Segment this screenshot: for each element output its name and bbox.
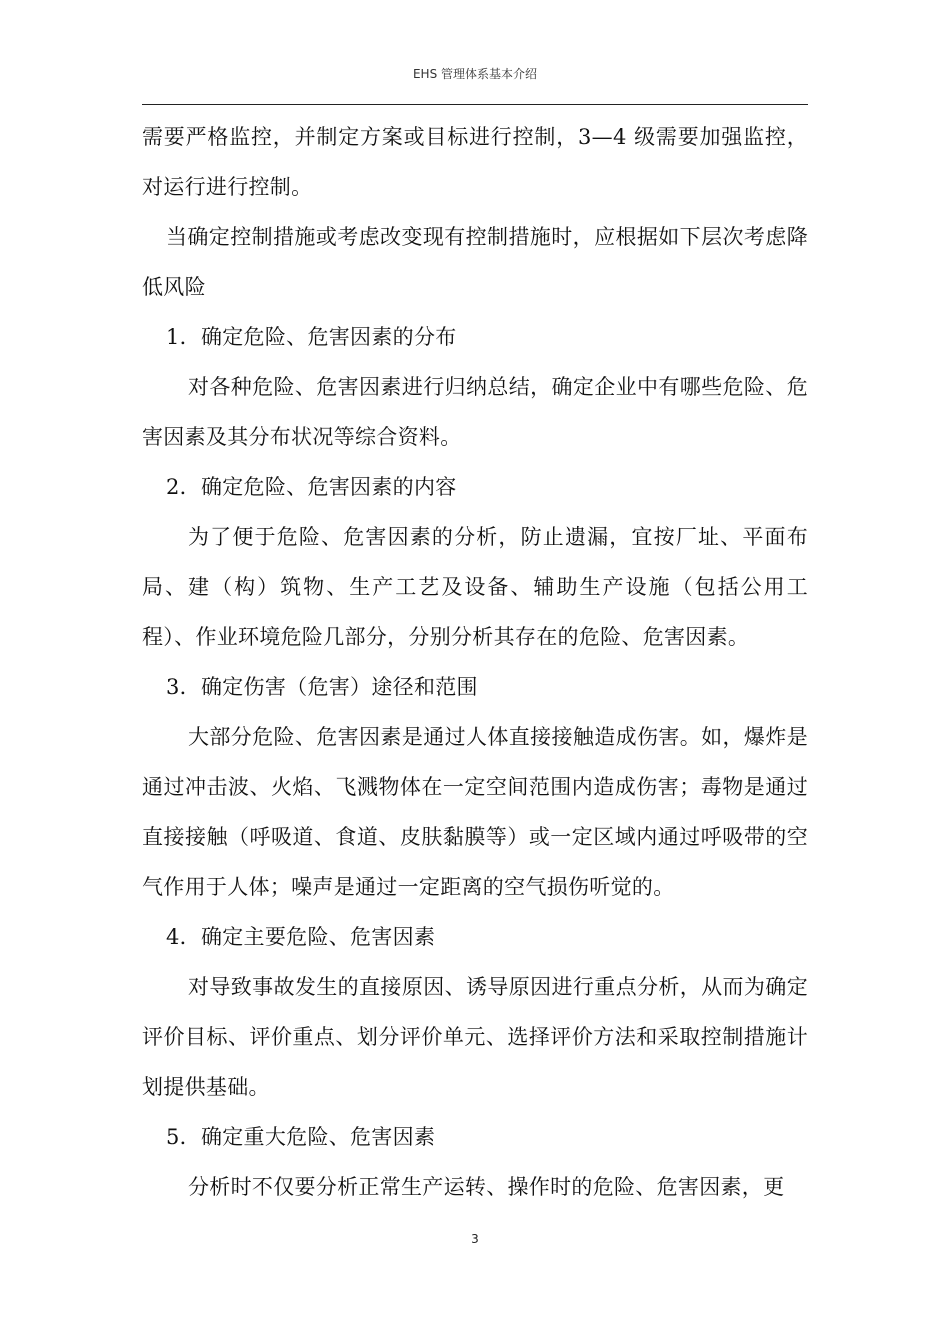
section-heading-2: 2．确定危险、危害因素的内容 bbox=[166, 475, 457, 499]
paragraph-continuation: 需要严格监控，并制定方案或目标进行控制，3—4 级需要加强监控，对运行进行控制。 bbox=[142, 125, 808, 199]
paragraph-control-hierarchy: 当确定控制措施或考虑改变现有控制措施时，应根据如下层次考虑降低风险 bbox=[142, 225, 808, 299]
body-text bbox=[142, 112, 808, 1212]
paragraph-section-4: 对导致事故发生的直接原因、诱导原因进行重点分析，从而为确定评价目标、评价重点、划分评价单元、选择评价方法和采取控制措施计划提供基础。 bbox=[142, 975, 808, 1099]
running-header: EHS 管理体系基本介绍 bbox=[412, 67, 538, 81]
paragraph-section-3: 大部分危险、危害因素是通过人体直接接触造成伤害。如，爆炸是通过冲击波、火焰、飞溅物体在一定空间范围内造成伤害；毒物是通过直接接触（呼吸道、食道、皮肤黏膜等）或一定区域内通过呼吸带的空气作用于人体；噪声是通过一定距离的空气损伤听觉的。 bbox=[142, 725, 808, 899]
paragraph-section-2: 为了便于危险、危害因素的分析，防止遗漏，宜按厂址、平面布局、建（构）筑物、生产工艺及设备、辅助生产设施（包括公用工程）、作业环境危险几部分，分别分析其存在的危险、危害因素。 bbox=[142, 525, 808, 649]
paragraph-section-1: 对各种危险、危害因素进行归纳总结，确定企业中有哪些危险、危害因素及其分布状况等综合资料。 bbox=[142, 375, 808, 449]
header-rule bbox=[142, 104, 808, 105]
section-heading-1: 1．确定危险、危害因素的分布 bbox=[166, 325, 457, 349]
page-number: 3 bbox=[471, 1232, 479, 1246]
section-heading-5: 5．确定重大危险、危害因素 bbox=[166, 1125, 436, 1149]
section-heading-3: 3．确定伤害（危害）途径和范围 bbox=[166, 675, 478, 699]
paragraph-section-5: 分析时不仅要分析正常生产运转、操作时的危险、危害因素，更 bbox=[188, 1175, 785, 1199]
section-heading-4: 4．确定主要危险、危害因素 bbox=[166, 925, 436, 949]
